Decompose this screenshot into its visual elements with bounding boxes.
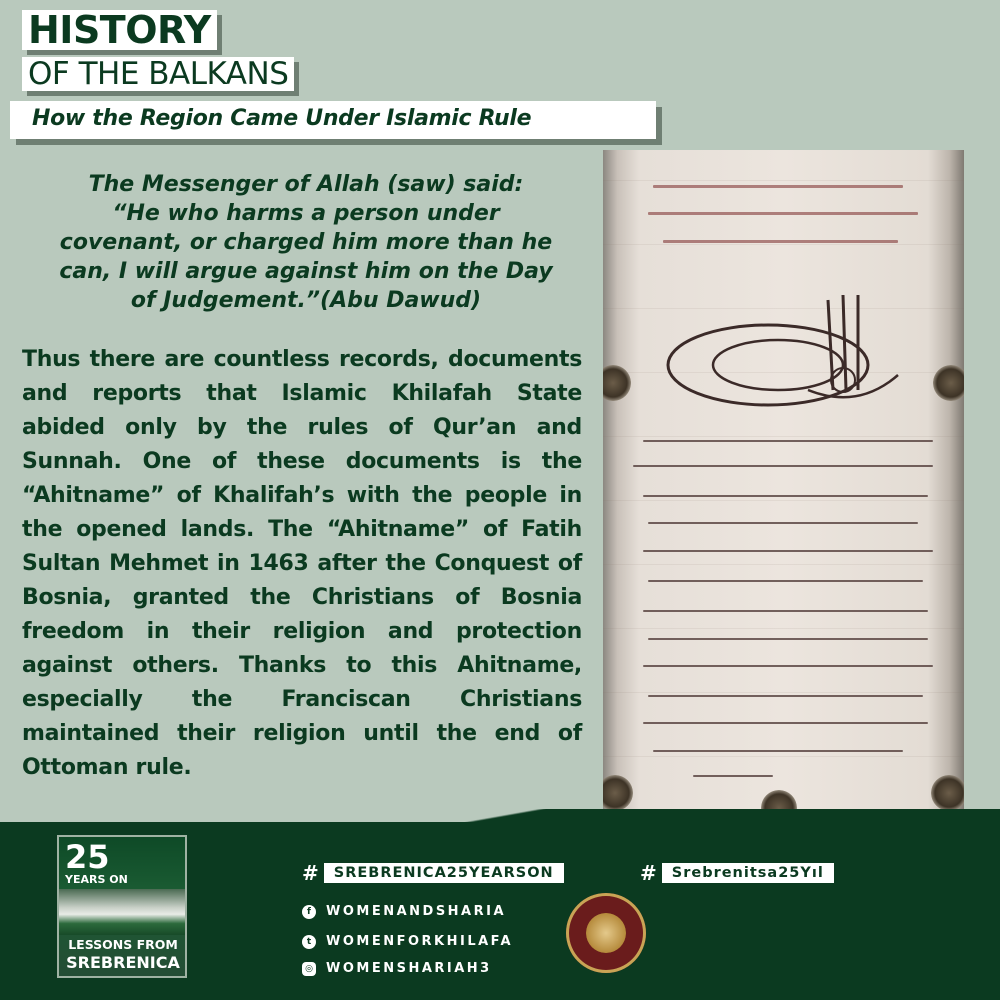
- hashtag-text: Srebrenitsa25Yıl: [662, 863, 834, 883]
- women-and-shariah-logo: [566, 893, 646, 973]
- quote-line: of Judgement.”(Abu Dawud): [130, 288, 482, 313]
- hadith-quote: [20, 170, 592, 315]
- quote-line: can, I will argue against him on the Day: [59, 259, 553, 284]
- badge-years-on: YEARS ON: [65, 873, 128, 886]
- tughra-seal: [658, 280, 908, 420]
- body-paragraph: Thus there are countless records, documents and reports that Islamic Khilafah State abided only by the rules of Qur’an and Sunnah. One of these documents is the “Ahitname” of Khalifah’s with the people in the opened lands. The “Ahitname” of Fatih Sultan Mehmet in 1463 after the Conquest of Bosnia, granted the Christians of Bosnia freedom in their religion and protection against others. Thanks to this Ahitname, especially the Franciscan Christians maintained their religion until the end of Ottoman rule.: [22, 347, 582, 780]
- logo-emblem: [586, 913, 626, 953]
- title-of-the-balkans: OF THE BALKANS: [22, 57, 294, 91]
- social-handle: WOMENFORKHILAFA: [326, 934, 514, 949]
- hashtag-srebrenitsa25yil[interactable]: [640, 863, 834, 883]
- badge-years: 25: [65, 838, 110, 876]
- quote-line: “He who harms a person under: [112, 201, 500, 226]
- badge-place: SREBRENICA: [66, 953, 180, 972]
- facebook-icon: f: [302, 905, 316, 919]
- memorial-photo: [59, 889, 187, 935]
- quote-line: The Messenger of Allah (saw) said:: [88, 172, 524, 197]
- subtitle-text: How the Region Came Under Islamic Rule: [32, 106, 532, 131]
- social-twitter[interactable]: [302, 934, 513, 949]
- hash-symbol: #: [640, 861, 657, 885]
- social-handle: WOMENSHARIAH3: [326, 961, 492, 976]
- hashtag-text: SREBRENICA25YEARSON: [324, 863, 564, 883]
- rosette-ornament: [603, 365, 631, 401]
- badge-lessons: LESSONS FROM: [68, 937, 178, 952]
- srebrenica-badge: [57, 835, 187, 978]
- hashtag-srebrenica25yearson[interactable]: [302, 863, 564, 883]
- social-instagram[interactable]: [302, 961, 492, 976]
- social-handle: WOMENANDSHARIA: [326, 904, 507, 919]
- rosette-ornament: [603, 775, 633, 811]
- rosette-ornament: [933, 365, 964, 401]
- rosette-ornament: [931, 775, 964, 811]
- subtitle-banner: [10, 101, 656, 139]
- hash-symbol: #: [302, 861, 319, 885]
- social-facebook[interactable]: [302, 904, 506, 919]
- twitter-icon: t: [302, 935, 316, 949]
- quote-line: covenant, or charged him more than he: [59, 230, 553, 255]
- ahitname-document-image: [603, 150, 964, 821]
- instagram-icon: ◎: [302, 962, 316, 976]
- title-history: HISTORY: [22, 10, 217, 50]
